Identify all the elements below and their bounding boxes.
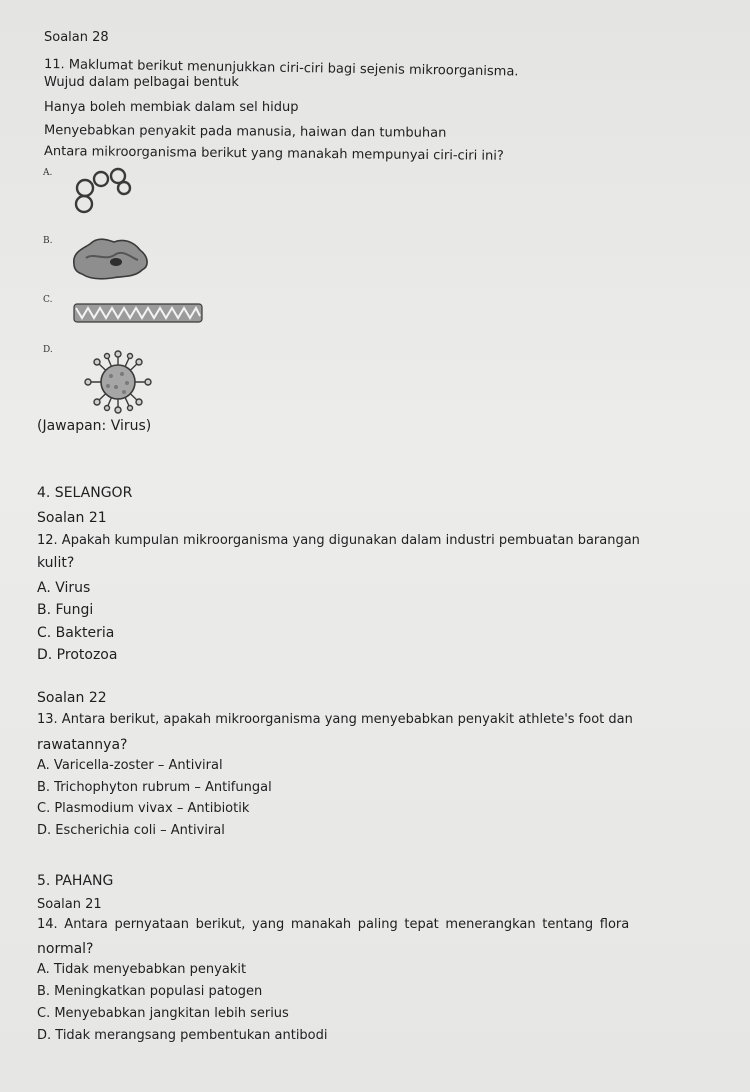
q14-state-title: 5. PAHANG — [37, 873, 114, 889]
q14-question-cont: normal? — [37, 941, 94, 957]
q12-option-c: C. Bakteria — [37, 625, 115, 641]
q14-question: 14. Antara pernyataan berikut, yang manakah paling tepat menerangkan tentang flora — [37, 917, 630, 932]
filamentous-algae-image — [72, 298, 206, 328]
protozoa-image — [68, 234, 154, 282]
q14-option-a: A. Tidak menyebabkan penyakit — [37, 962, 247, 977]
q11-answer: (Jawapan: Virus) — [37, 418, 152, 434]
q13-option-d: D. Escherichia coli – Antiviral — [37, 823, 225, 838]
q14-option-c: C. Menyebabkan jangkitan lebih serius — [37, 1006, 289, 1021]
q11-fact-1: Wujud dalam pelbagai bentuk — [44, 75, 239, 90]
q11-prompt: Antara mikroorganisma berikut yang manakah mempunyai ciri-ciri ini? — [43, 144, 504, 164]
virus-image — [80, 350, 156, 414]
q12-option-d: D. Protozoa — [37, 647, 118, 663]
q14-option-b: B. Meningkatkan populasi patogen — [37, 984, 263, 999]
q14-section-title: Soalan 21 — [37, 897, 102, 912]
q11-option-d-label: D. — [43, 345, 53, 355]
q11-fact-2: Hanya boleh membiak dalam sel hidup — [44, 100, 299, 115]
q13-question-cont: rawatannya? — [37, 737, 128, 753]
q11-option-b-label: B. — [43, 236, 53, 246]
q13-option-a: A. Varicella-zoster – Antiviral — [37, 758, 223, 773]
q11-option-c-label: C. — [43, 295, 53, 305]
q12-question: 12. Apakah kumpulan mikroorganisma yang digunakan dalam industri pembuatan barangan — [37, 533, 640, 548]
q13-option-b: B. Trichophyton rubrum – Antifungal — [37, 780, 272, 795]
q12-option-a: A. Virus — [37, 580, 91, 596]
q12-state-title: 4. SELANGOR — [37, 485, 133, 501]
q11-fact-3: Menyebabkan penyakit pada manusia, haiwan dan tumbuhan — [43, 123, 447, 141]
q13-section-title: Soalan 22 — [37, 690, 107, 706]
q14-option-d: D. Tidak merangsang pembentukan antibodi — [37, 1028, 328, 1043]
q12-option-b: B. Fungi — [37, 602, 94, 618]
q11-question: 11. Maklumat berikut menunjukkan ciri-ciri bagi sejenis mikroorganisma. — [43, 57, 519, 80]
q13-option-c: C. Plasmodium vivax – Antibiotik — [37, 801, 250, 816]
q11-option-a-label: A. — [43, 168, 53, 178]
q13-question: 13. Antara berikut, apakah mikroorganisma yang menyebabkan penyakit athlete's foot dan — [37, 712, 633, 727]
q12-question-cont: kulit? — [37, 555, 75, 571]
q11-section-title: Soalan 28 — [44, 30, 109, 45]
coccus-bacteria-image — [66, 166, 136, 218]
q12-section-title: Soalan 21 — [37, 510, 107, 526]
